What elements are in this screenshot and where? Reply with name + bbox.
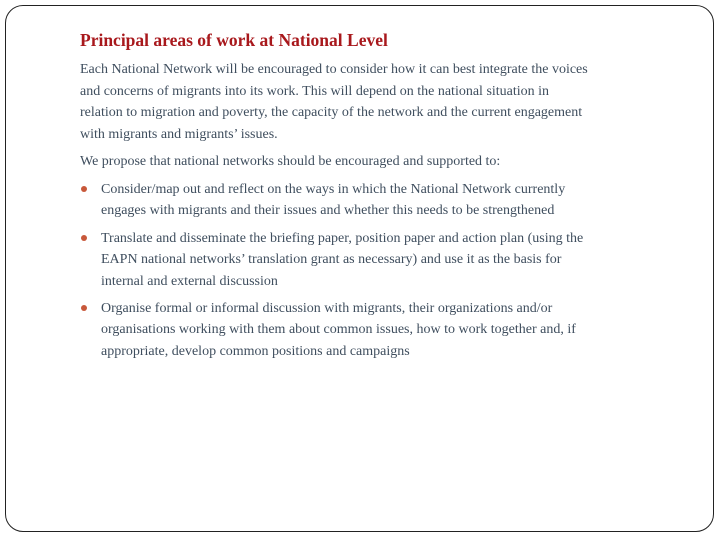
intro-line: and concerns of migrants into its work. This will depend on the national situation in bbox=[80, 83, 550, 99]
bullet-line: internal and external discussion bbox=[101, 273, 278, 289]
bullet-item bbox=[80, 179, 565, 222]
slide-title: Principal areas of work at National Level bbox=[80, 30, 388, 50]
intro-paragraph bbox=[80, 59, 588, 145]
bullet-line: organisations working with them about common issues, how to work together and, if bbox=[101, 322, 576, 338]
bullet-line: appropriate, develop common positions and campaigns bbox=[101, 343, 410, 359]
bullet-line: EAPN national networks’ translation grant as necessary) and use it as the basis for bbox=[101, 252, 562, 268]
intro-line: Each National Network will be encouraged to consider how it can best integrate the voices bbox=[80, 62, 588, 77]
bullet-item bbox=[80, 298, 576, 362]
bullet-icon bbox=[81, 186, 87, 192]
bullet-line: Translate and disseminate the briefing paper, position paper and action plan (using the bbox=[101, 231, 584, 246]
bullet-item bbox=[80, 228, 583, 292]
bullet-icon bbox=[81, 235, 87, 241]
bullet-line: engages with migrants and their issues and whether this needs to be strengthened bbox=[101, 203, 555, 219]
intro-line: with migrants and migrants’ issues. bbox=[80, 126, 278, 142]
bullet-icon bbox=[81, 305, 87, 311]
bullet-line: Consider/map out and reflect on the ways in which the National Network currently bbox=[101, 182, 566, 197]
bullet-line: Organise formal or informal discussion with migrants, their organizations and/or bbox=[101, 301, 553, 316]
proposal-text: We propose that national networks should be encouraged and supported to: bbox=[80, 154, 501, 169]
intro-line: relation to migration and poverty, the capacity of the network and the current engagement bbox=[80, 105, 583, 120]
